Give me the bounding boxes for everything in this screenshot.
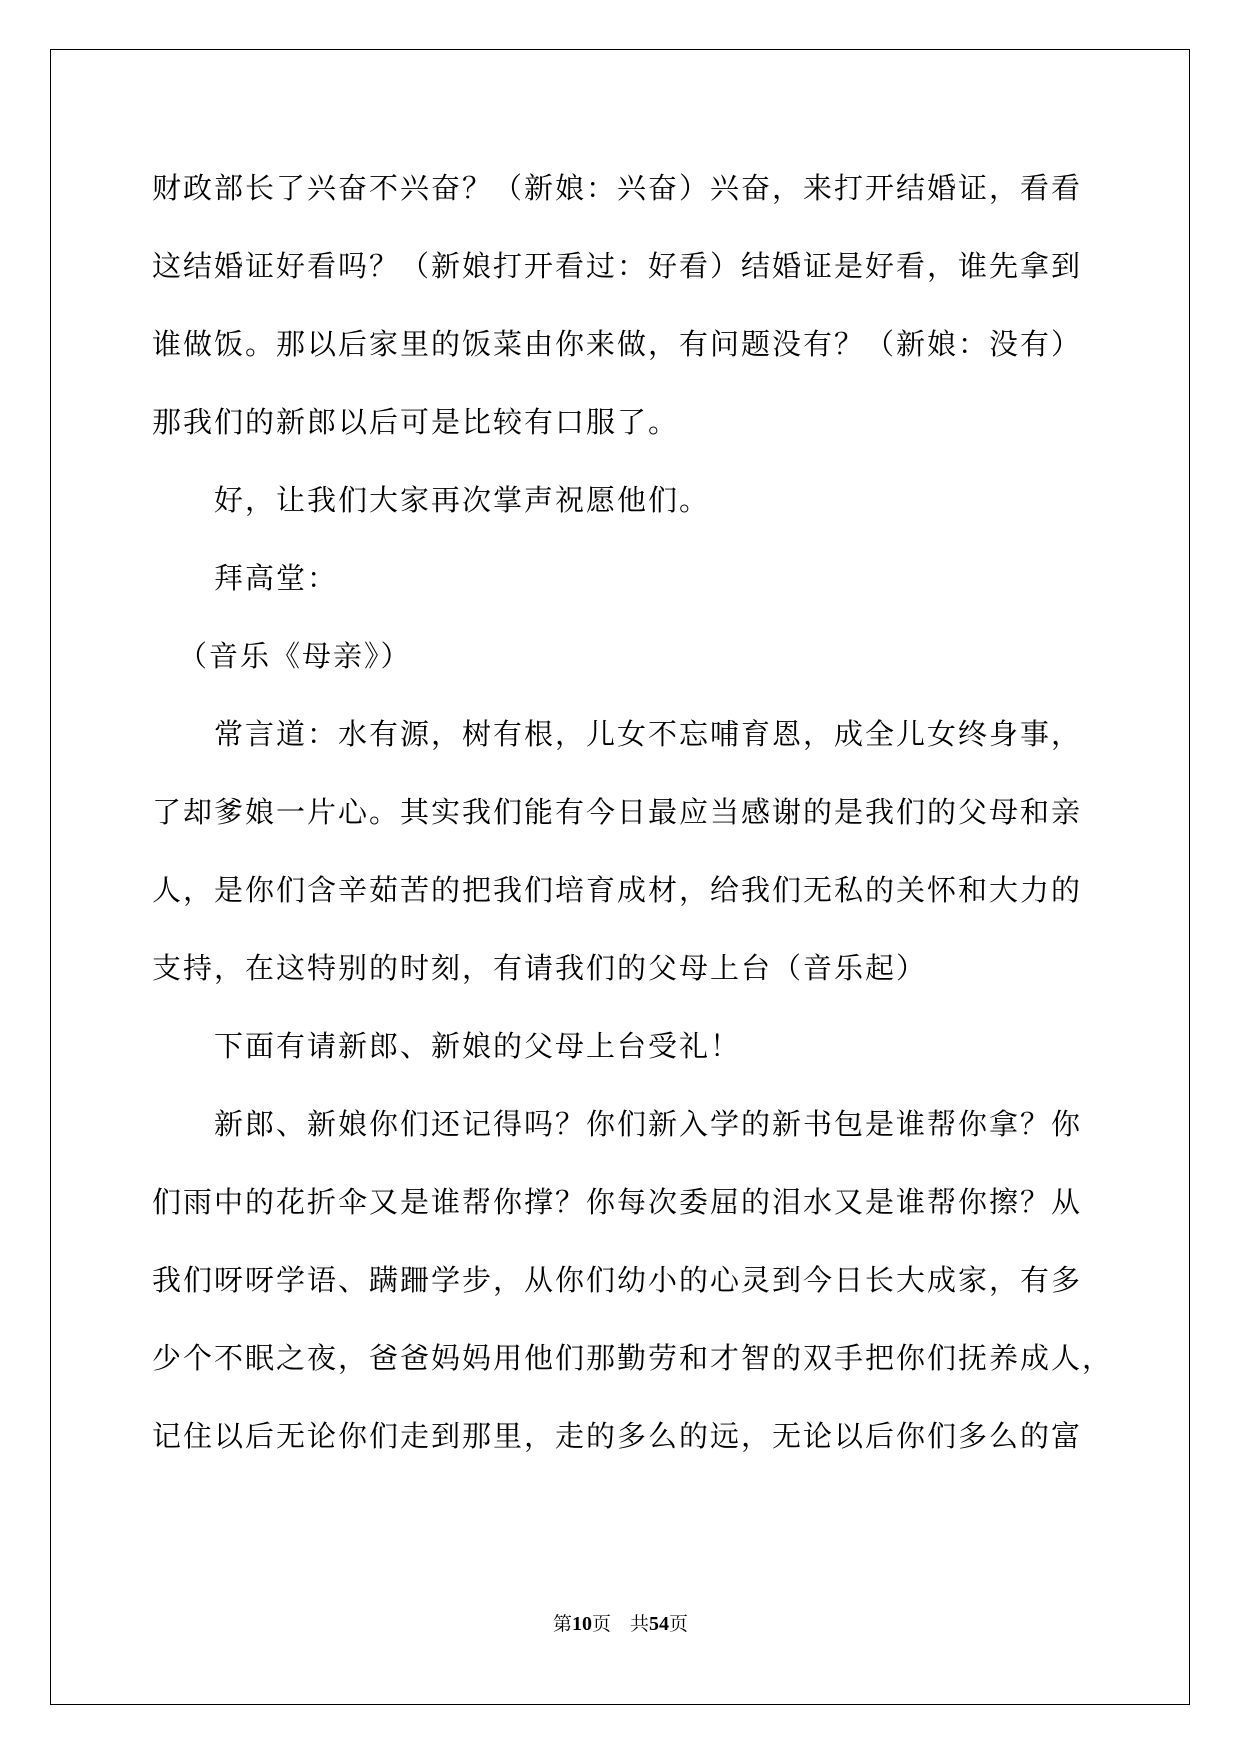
music-note: （音乐《母亲》） bbox=[178, 639, 412, 673]
paragraph-line: 新郎、新娘你们还记得吗？你们新入学的新书包是谁帮你拿？你 bbox=[214, 1107, 1083, 1141]
footer-middle: 页 共 bbox=[591, 1614, 649, 1635]
text-line: 这结婚证好看吗？（新娘打开看过：好看）结婚证是好看，谁先拿到 bbox=[152, 249, 1083, 283]
text-line: 那我们的新郎以后可是比较有口服了。 bbox=[152, 405, 680, 439]
text-line: 少个不眠之夜，爸爸妈妈用他们那勤劳和才智的双手把你们抚养成人， bbox=[152, 1341, 1114, 1375]
text-line: 谁做饭。那以后家里的饭菜由你来做，有问题没有？（新娘：没有） bbox=[152, 327, 1083, 361]
text-line: 人，是你们含辛茹苦的把我们培育成材，给我们无私的关怀和大力的 bbox=[152, 873, 1083, 907]
text-line: 们雨中的花折伞又是谁帮你撑？你每次委屈的泪水又是谁帮你擦？从 bbox=[152, 1185, 1083, 1219]
text-line: 我们呀呀学语、蹒跚学步，从你们幼小的心灵到今日长大成家，有多 bbox=[152, 1263, 1083, 1297]
paragraph-line: 下面有请新郎、新娘的父母上台受礼！ bbox=[214, 1029, 742, 1063]
text-line: 支持，在这特别的时刻，有请我们的父母上台（音乐起） bbox=[152, 951, 928, 985]
paragraph-line: 常言道：水有源，树有根，儿女不忘哺育恩，成全儿女终身事， bbox=[214, 717, 1083, 751]
text-line: 记住以后无论你们走到那里，走的多么的远，无论以后你们多么的富 bbox=[152, 1419, 1083, 1453]
section-heading: 拜高堂： bbox=[214, 561, 339, 595]
total-pages-number: 54 bbox=[649, 1613, 669, 1635]
footer-suffix: 页 bbox=[669, 1614, 689, 1635]
text-line: 财政部长了兴奋不兴奋？（新娘：兴奋）兴奋，来打开结婚证，看看 bbox=[152, 171, 1083, 205]
footer-prefix: 第 bbox=[552, 1614, 572, 1635]
paragraph-line: 好，让我们大家再次掌声祝愿他们。 bbox=[214, 483, 711, 517]
page-footer bbox=[0, 1612, 1241, 1637]
current-page-number: 10 bbox=[571, 1613, 592, 1635]
text-line: 了却爹娘一片心。其实我们能有今日最应当感谢的是我们的父母和亲 bbox=[152, 795, 1083, 829]
